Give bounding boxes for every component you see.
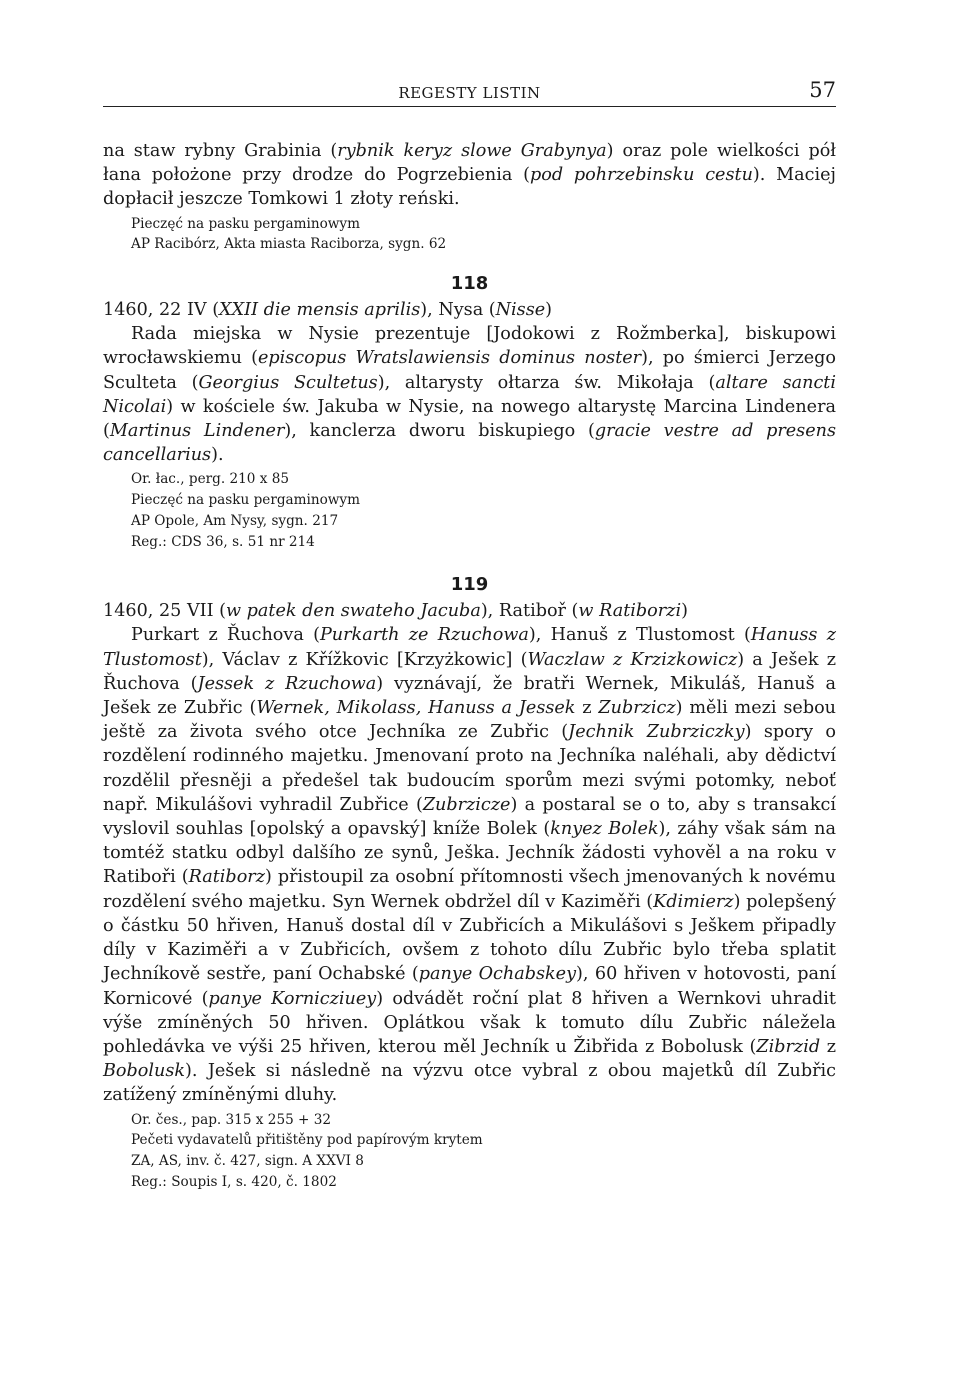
page-number: 57 — [809, 78, 836, 102]
entry-number-119: 119 — [450, 574, 489, 596]
entry-date-line: 1460, 25 VII (w patek den swateho Jacuba), Ratiboř (w Ratiborzi) — [103, 601, 688, 622]
running-title: REGESTY LISTIN — [398, 84, 541, 102]
note-line: Or. łac., perg. 210 x 85 — [131, 471, 290, 488]
running-header — [103, 78, 836, 107]
note-line: Or. čes., pap. 315 x 255 + 32 — [131, 1111, 332, 1128]
entry-text: Purkart z Řuchova (Purkarth ze Rzuchowa), Hanuš z Tlustomost (Hanuss z Tlustomost), Václav z Křížkovic [Krzyżkowic] (Waczlaw z Krzizkowicz) a Ješek z Řuchova (Jessek z Rzuchowa) vyznávají, že bratři Wernek, Mikuláš, Hanuš a Ješek ze Zubřic (Wernek, Mikolass, Hanuss a Jessek z Zubrzicz) měli mezi sebou ještě za života svého otce Jechníka ze Zubřic (Jechnik Zubrziczky) spory o rozdělení rodinného majetku. Jmenovaní proto na Jechníka naléhali, aby dědictví rozdělil přesněji a předešel tak budoucím sporům mezi svými potomky, neboť např. Mikulášovi vyhradil Zubřice (Zubrzicze) a postaral se o to, aby s transakcí vyslovil souhlas [opolský a opavský] kníže Bolek (knyez Bolek), záhy však sám na tomtéž statku odbyl dalšího ze synů, Ješka. Jechník žádosti vyhověl a na roku v Ratiboři (Ratiborz) přistoupil za osobní přítomnosti všech jmenovaných k novému rozdělení svého majetku. Syn Wernek obdržel díl v Kaziměři (Kdimierz) polepšený o částku 50 hřiven, Hanuš dostal díl v Zubřicích a Mikulášovi s Ješkem připadly díly v Kaziměři a v Zubřicích, ovšem z tohoto dílu Zubřic bylo třeba splatit Jechníkově sestře, paní Ochabské (panye Ochabskey), 60 hřiven v hotovosti, paní Kornicové (panye Kornicziuey) odvádět roční plat 8 hřiven a Wernkovi uhradit výše zmíněných 50 hřiven. Oplátkou však k tomuto dílu Zubřic náležela pohledávka ve výši 25 hřiven, kterou měl Jechník u Žibřida z Bobolusk (Zibrzid z Bobolusk). Ješek si následně na výzvu otce vybral z obou majetků díl Zubřic zatížený zmíněnými dluhy. — [103, 625, 837, 1106]
entry-number-118: 118 — [450, 273, 489, 295]
note-line: Pieczęć na pasku pergaminowym — [131, 492, 361, 509]
document-page — [103, 78, 836, 1192]
continuation-notes — [131, 214, 836, 255]
note-line: ZA, AS, inv. č. 427, sign. A XXVI 8 — [131, 1152, 364, 1169]
note-line: Reg.: Soupis I, s. 420, č. 1802 — [131, 1173, 337, 1190]
note-line: AP Opole, Am Nysy, sygn. 217 — [131, 512, 339, 529]
entry-notes — [131, 469, 836, 552]
entry-text: Rada miejska w Nysie prezentuje [Jodokowi z Rožmberka], biskupowi wrocławskiemu (episcopus Wratslawiensis dominus noster), po śmierci Jerzego Sculteta (Georgius Scultetus), altarysty ołtarza św. Mikołaja (altare sancti Nicolai) w kościele św. Jakuba w Nysie, na nowego altarystę Marcina Lindenera (Martinus Lindener), kanclerza dworu biskupiego (gracie vestre ad presens cancellarius). — [103, 324, 836, 466]
note-line: Reg.: CDS 36, s. 51 nr 214 — [131, 533, 315, 550]
entry-notes — [131, 1110, 836, 1193]
continuation-paragraph: na staw rybny Grabinia (rybnik keryz slowe Grabynya) oraz pole wielkości pół łana położone przy drodze do Pogrzebienia (pod pohrzebinsku cestu). Maciej dopłacił jeszcze Tomkowi 1 złoty reński. — [103, 141, 836, 210]
note-line: AP Racibórz, Akta miasta Raciborza, sygn. 62 — [131, 236, 447, 253]
note-line: Pečeti vydavatelů přitištěny pod papírovým krytem — [131, 1132, 483, 1149]
entry-date-line: 1460, 22 IV (XXII die mensis aprilis), Nysa (Nisse) — [103, 300, 553, 321]
note-line: Pieczęć na pasku pergaminowym — [131, 215, 361, 232]
